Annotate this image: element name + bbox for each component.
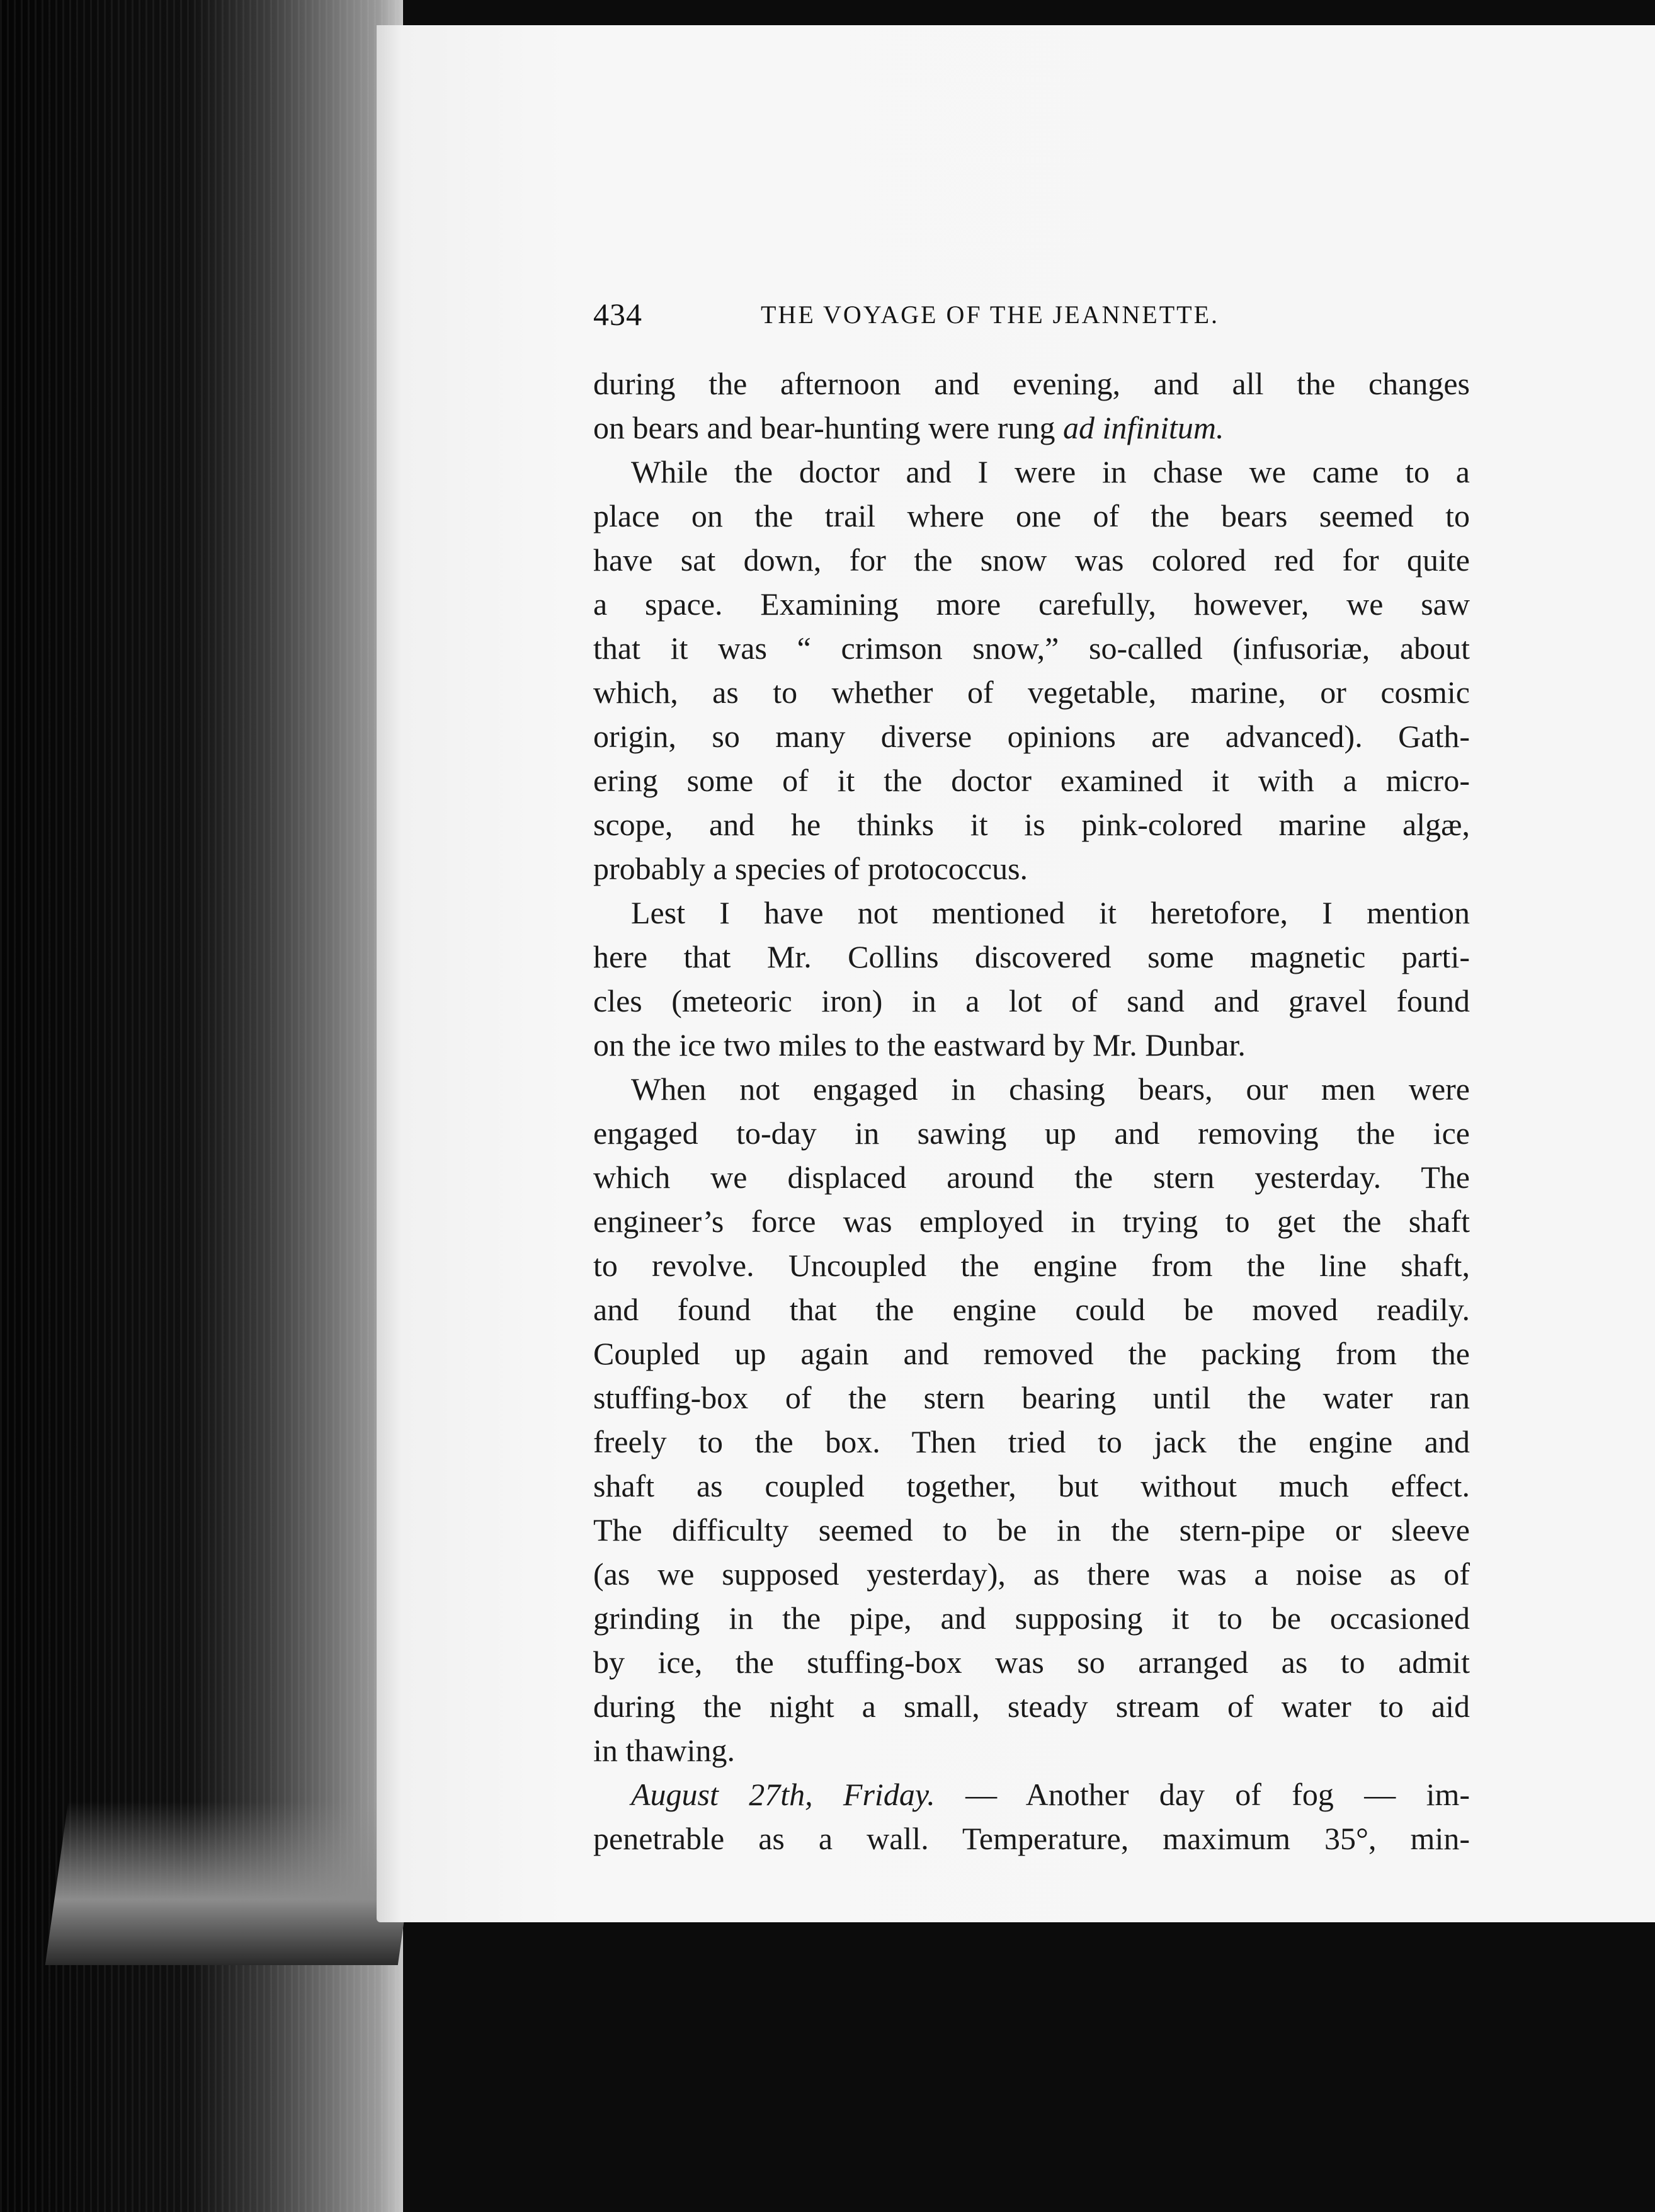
text-line: and found that the engine could be moved readily.	[593, 1292, 1470, 1327]
text-line: While the doctor and I were in chase we came to a	[631, 454, 1470, 489]
text-line: August 27th, Friday. — Another day of fog — im-	[631, 1777, 1470, 1812]
text-line: which, as to whether of vegetable, marine, or cosmic	[593, 675, 1470, 710]
text-line: which we displaced around the stern yesterday. The	[593, 1160, 1470, 1195]
text-line: in thawing.	[593, 1733, 735, 1768]
text-line: to revolve. Uncoupled the engine from the line shaft,	[593, 1248, 1470, 1283]
text-line: here that Mr. Collins discovered some magnetic parti-	[593, 939, 1470, 974]
text-line: penetrable as a wall. Temperature, maximum 35°, min-	[593, 1821, 1470, 1856]
text-line: a space. Examining more carefully, however, we saw	[593, 586, 1470, 622]
page-number: 434	[593, 297, 642, 332]
book-page	[377, 25, 1655, 1922]
text-line: during the afternoon and evening, and all the changes	[593, 366, 1470, 401]
text-line: The difficulty seemed to be in the stern-pipe or sleeve	[593, 1512, 1470, 1548]
text-line: during the night a small, steady stream of water to aid	[593, 1689, 1470, 1724]
text-line: scope, and he thinks it is pink-colored marine algæ,	[593, 807, 1470, 842]
text-line: Lest I have not mentioned it heretofore, I mention	[631, 895, 1470, 930]
text-line: shaft as coupled together, but without much effect.	[593, 1468, 1470, 1503]
text-line: engineer’s force was employed in trying to get the shaft	[593, 1204, 1470, 1239]
text-line: on the ice two miles to the eastward by Mr. Dunbar.	[593, 1027, 1246, 1063]
text-line: (as we supposed yesterday), as there was a noise as of	[593, 1556, 1470, 1592]
text-line: When not engaged in chasing bears, our men were	[631, 1071, 1470, 1107]
text-line: engaged to-day in sawing up and removing the ice	[593, 1115, 1470, 1151]
italic-date: August 27th, Friday.	[631, 1777, 935, 1812]
text-line: cles (meteoric iron) in a lot of sand and gravel found	[593, 983, 1470, 1018]
text-line: have sat down, for the snow was colored red for quite	[593, 542, 1470, 578]
book-edge-shadow	[45, 1801, 421, 1965]
text-line: Coupled up again and removed the packing from the	[593, 1336, 1470, 1371]
text-line: ering some of it the doctor examined it with a micro-	[593, 763, 1470, 798]
running-head-title: THE VOYAGE OF THE JEANNETTE.	[761, 300, 1220, 329]
body-text	[593, 362, 1470, 1861]
text-line: by ice, the stuffing-box was so arranged as to admit	[593, 1645, 1470, 1680]
text-line: origin, so many diverse opinions are advanced). Gath-	[593, 719, 1470, 754]
text-line: on bears and bear-hunting were rung ad infinitum.	[593, 410, 1224, 445]
text-line: grinding in the pipe, and supposing it to be occasioned	[593, 1600, 1470, 1636]
italic-phrase: ad infinitum.	[1062, 410, 1224, 445]
running-head	[593, 296, 1456, 340]
text-line: that it was “ crimson snow,” so-called (infusoriæ, about	[593, 630, 1470, 666]
text-line: stuffing-box of the stern bearing until the water ran	[593, 1380, 1470, 1415]
text-line: probably a species of protococcus.	[593, 851, 1028, 886]
text-line: place on the trail where one of the bears seemed to	[593, 498, 1470, 533]
text-line: freely to the box. Then tried to jack the engine and	[593, 1424, 1470, 1459]
